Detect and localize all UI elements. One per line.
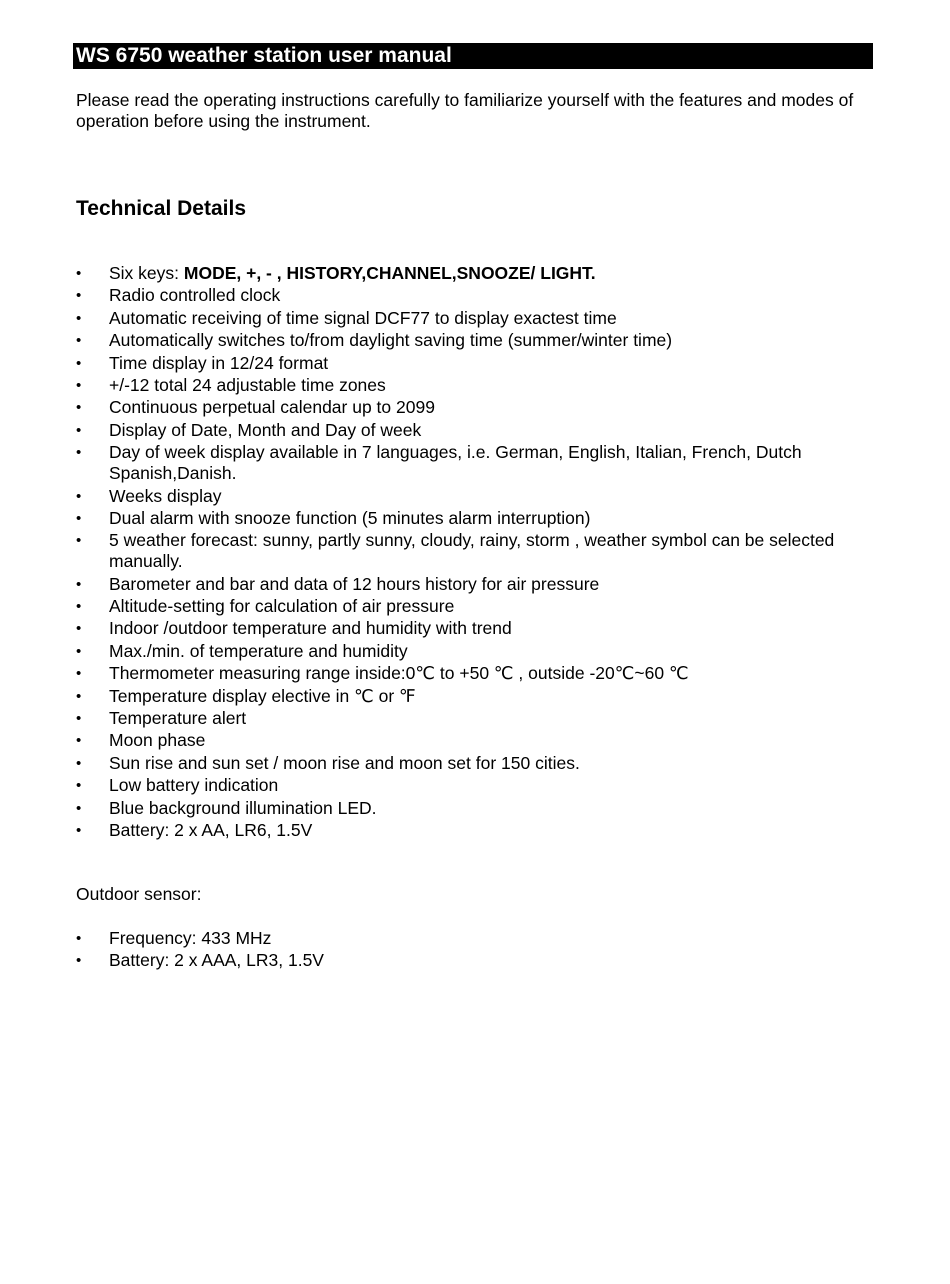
- feature-text: Moon phase: [109, 730, 206, 751]
- feature-text: Automatically switches to/from daylight saving time (summer/winter time): [109, 330, 673, 351]
- bullet-icon: •: [76, 777, 82, 795]
- feature-item: [76, 285, 876, 306]
- feature-text: Day of week display available in 7 languages, i.e. German, English, Italian, French, Dutch Spanish,Danish.: [109, 442, 802, 484]
- feature-text: Display of Date, Month and Day of week: [109, 419, 422, 440]
- bullet-icon: •: [76, 532, 82, 550]
- bullet-icon: •: [76, 354, 82, 372]
- feature-text: Battery: 2 x AA, LR6, 1.5V: [109, 819, 313, 840]
- bullet-icon: •: [76, 487, 82, 505]
- outdoor-sensor-heading: Outdoor sensor:: [76, 884, 202, 904]
- bullet-icon: •: [76, 930, 82, 947]
- feature-text: Radio controlled clock: [109, 285, 281, 306]
- feature-text: Temperature display elective in ℃ or ℉: [109, 685, 416, 706]
- bullet-icon: •: [76, 620, 82, 638]
- feature-text: Six keys:: [109, 263, 184, 283]
- sensor-item: [76, 928, 876, 949]
- bullet-icon: •: [76, 332, 82, 350]
- feature-item: [76, 775, 876, 796]
- bullet-icon: •: [76, 821, 82, 839]
- bullet-icon: •: [76, 509, 82, 527]
- bullet-icon: •: [76, 399, 82, 417]
- feature-text: Low battery indication: [109, 775, 279, 796]
- feature-item: [76, 330, 876, 351]
- feature-text: Temperature alert: [109, 708, 247, 729]
- document-title: WS 6750 weather station user manual: [73, 43, 873, 69]
- feature-bold-text: MODE, +, - , HISTORY,CHANNEL,SNOOZE/ LIGHT.: [183, 263, 596, 283]
- intro-paragraph: Please read the operating instructions carefully to familiarize yourself with the features and modes of operation before using the instrument.: [76, 90, 854, 131]
- feature-item: [76, 798, 876, 819]
- sensor-text: Frequency: 433 MHz: [109, 928, 272, 948]
- feature-item: [76, 397, 876, 418]
- sensor-list: [76, 928, 876, 973]
- bullet-icon: •: [76, 687, 82, 705]
- bullet-icon: •: [76, 421, 82, 439]
- feature-item: [76, 508, 876, 529]
- feature-item: [76, 308, 876, 329]
- feature-item: [76, 420, 876, 441]
- bullet-icon: •: [76, 287, 82, 305]
- feature-text: Barometer and bar and data of 12 hours history for air pressure: [109, 573, 600, 594]
- technical-details-heading: Technical Details: [76, 197, 247, 220]
- feature-text: +/-12 total 24 adjustable time zones: [109, 374, 386, 395]
- feature-item: [76, 753, 876, 774]
- bullet-icon: •: [76, 754, 82, 772]
- feature-item: [76, 641, 876, 662]
- feature-text: Automatic receiving of time signal DCF77 to display exactest time: [109, 307, 617, 328]
- bullet-icon: •: [76, 444, 82, 462]
- feature-item: [76, 353, 876, 374]
- bullet-icon: •: [76, 598, 82, 616]
- feature-text: Indoor /outdoor temperature and humidity with trend: [109, 618, 512, 639]
- feature-text: Weeks display: [109, 485, 222, 506]
- feature-text: Altitude-setting for calculation of air pressure: [109, 596, 455, 617]
- bullet-icon: •: [76, 665, 82, 683]
- feature-list: [76, 263, 876, 842]
- feature-text: Dual alarm with snooze function (5 minutes alarm interruption): [109, 507, 591, 528]
- feature-item: [76, 530, 876, 572]
- sensor-item: [76, 950, 876, 971]
- bullet-icon: •: [76, 710, 82, 728]
- bullet-icon: •: [76, 642, 82, 660]
- feature-item: [76, 263, 876, 284]
- bullet-icon: •: [76, 732, 82, 750]
- feature-text: Time display in 12/24 format: [109, 352, 329, 373]
- feature-item: [76, 442, 876, 484]
- bullet-icon: •: [76, 376, 82, 394]
- feature-text: Blue background illumination LED.: [109, 797, 377, 818]
- feature-item: [76, 596, 876, 617]
- feature-text: Thermometer measuring range inside:0℃ to +50 ℃ , outside -20℃~60 ℃: [109, 663, 689, 684]
- bullet-icon: •: [76, 309, 82, 327]
- feature-item: [76, 730, 876, 751]
- feature-text: Max./min. of temperature and humidity: [109, 640, 408, 661]
- feature-text: 5 weather forecast: sunny, partly sunny, cloudy, rainy, storm , weather symbol can be selected manually.: [109, 530, 835, 572]
- bullet-icon: •: [76, 799, 82, 817]
- feature-text: Sun rise and sun set / moon rise and moon set for 150 cities.: [109, 752, 580, 773]
- feature-item: [76, 686, 876, 707]
- bullet-icon: •: [76, 575, 82, 593]
- bullet-icon: •: [76, 952, 82, 970]
- feature-item: [76, 708, 876, 729]
- feature-item: [76, 375, 876, 396]
- feature-item: [76, 486, 876, 507]
- feature-text: Continuous perpetual calendar up to 2099: [109, 397, 435, 418]
- sensor-text: Battery: 2 x AAA, LR3, 1.5V: [109, 950, 324, 971]
- feature-item: [76, 820, 876, 841]
- feature-item: [76, 618, 876, 639]
- feature-item: [76, 663, 876, 684]
- feature-item: [76, 574, 876, 595]
- bullet-icon: •: [76, 265, 82, 282]
